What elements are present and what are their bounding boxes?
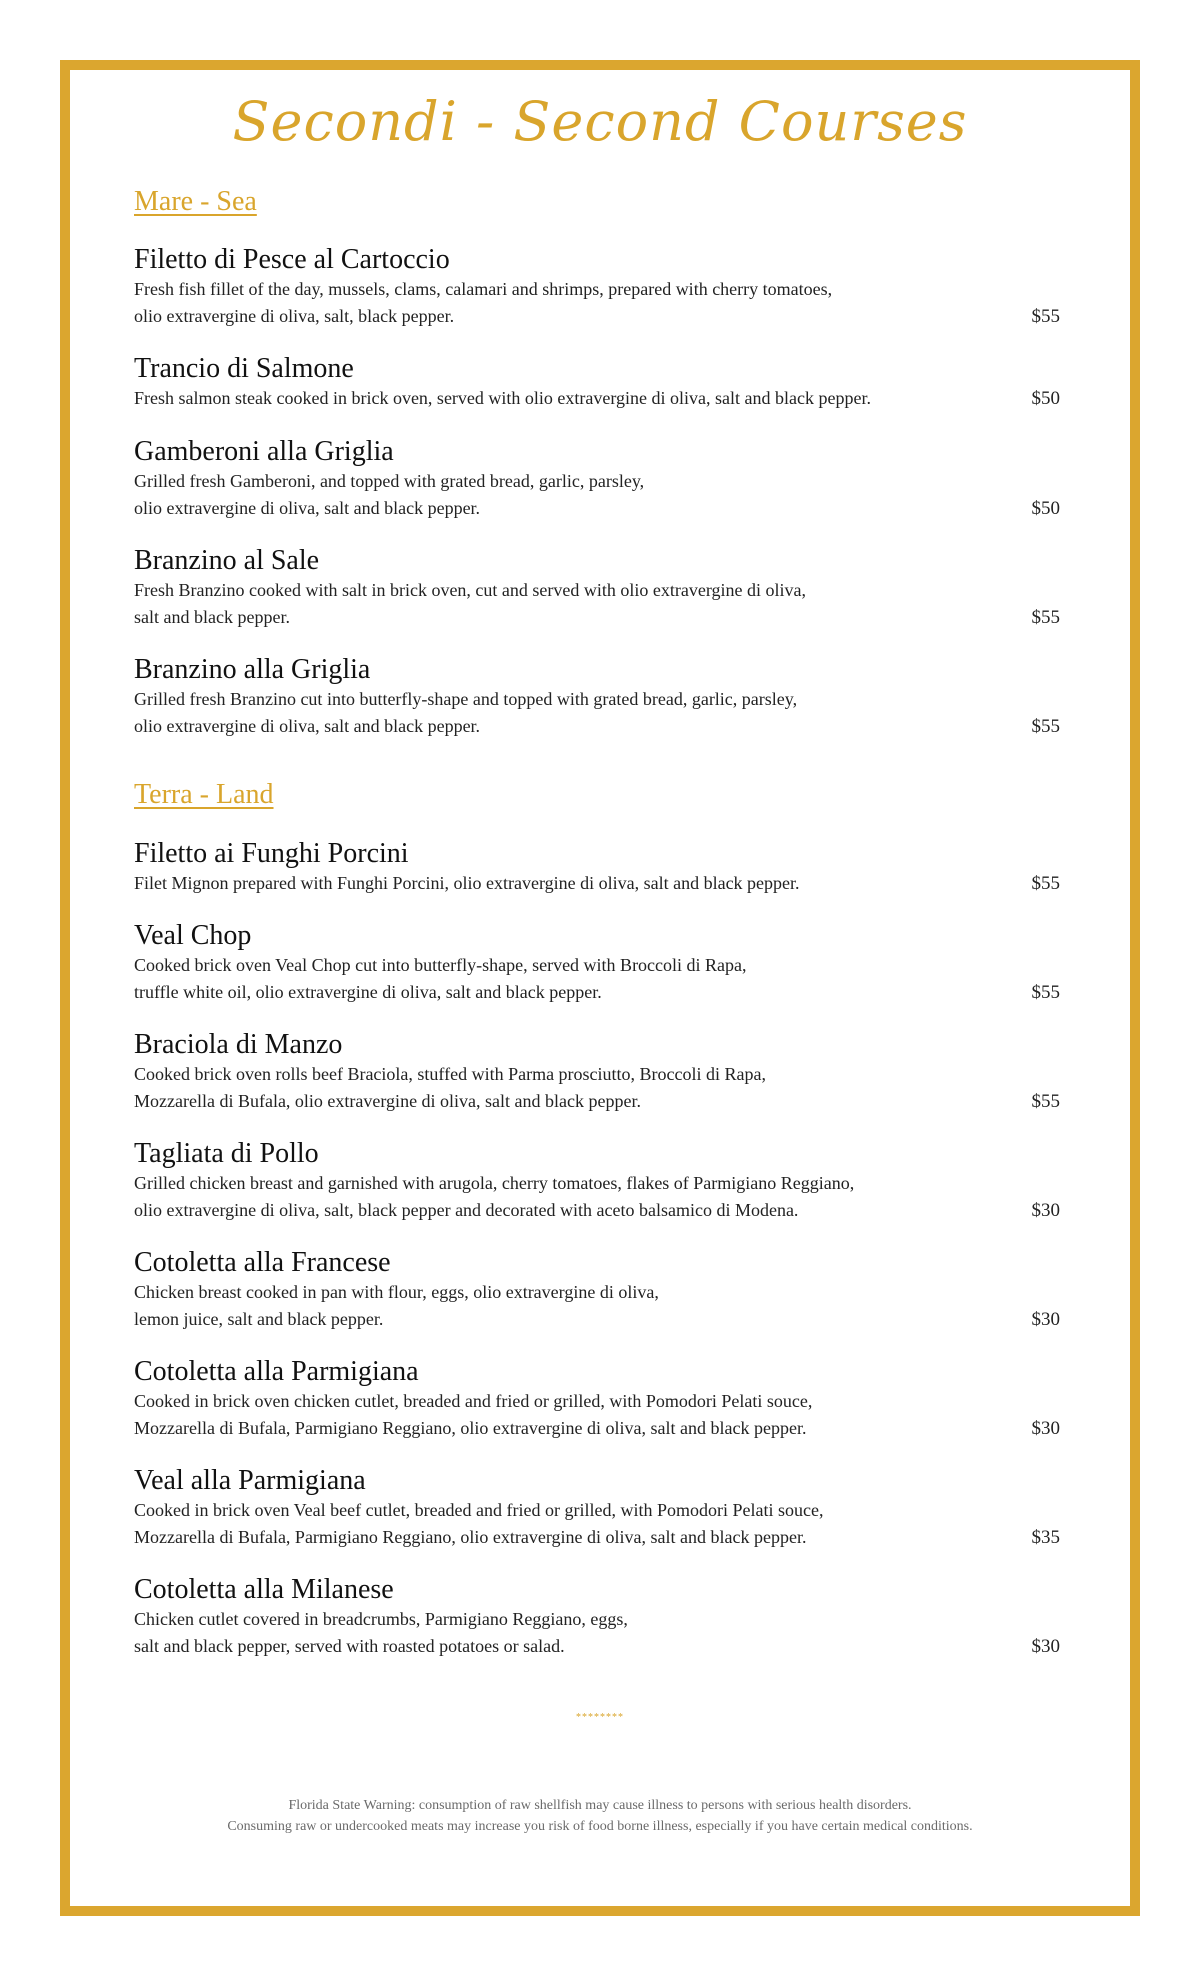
item-price: $30 bbox=[1031, 1636, 1060, 1657]
menu-item bbox=[134, 1356, 1060, 1442]
item-description bbox=[134, 1279, 1014, 1333]
menu-item bbox=[134, 1465, 1060, 1551]
description-line: Filet Mignon prepared with Funghi Porcini, olio extravergine di oliva, salt and black pepper. bbox=[134, 873, 800, 893]
item-description bbox=[134, 1497, 1014, 1551]
item-price: $50 bbox=[1031, 388, 1060, 409]
item-price: $30 bbox=[1031, 1200, 1060, 1221]
description-line: Grilled fresh Branzino cut into butterfly-shape and topped with grated bread, garlic, parsley, bbox=[134, 689, 798, 709]
description-line: Mozzarella di Bufala, olio extravergine di oliva, salt and black pepper. bbox=[134, 1091, 641, 1111]
item-description bbox=[134, 686, 1014, 740]
description-line: salt and black pepper, served with roasted potatoes or salad. bbox=[134, 1636, 565, 1656]
menu-title: Secondi - Second Courses bbox=[232, 90, 968, 153]
item-description bbox=[134, 385, 1014, 412]
item-price: $50 bbox=[1031, 498, 1060, 519]
menu-item bbox=[134, 654, 1060, 740]
menu-item bbox=[134, 838, 1060, 897]
item-name: Veal alla Parmigiana bbox=[134, 1465, 366, 1496]
item-name: Tagliata di Pollo bbox=[134, 1138, 319, 1169]
description-line: Cooked brick oven rolls beef Braciola, stuffed with Parma prosciutto, Broccoli di Rapa, bbox=[134, 1064, 767, 1084]
item-description bbox=[134, 952, 1014, 1006]
item-price: $55 bbox=[1031, 982, 1060, 1003]
description-line: Fresh salmon steak cooked in brick oven, served with olio extravergine di oliva, salt and black pepper. bbox=[134, 388, 871, 408]
description-line: Cooked in brick oven Veal beef cutlet, breaded and fried or grilled, with Pomodori Pelati souce, bbox=[134, 1500, 824, 1520]
menu-item bbox=[134, 1574, 1060, 1660]
description-line: Mozzarella di Bufala, Parmigiano Reggiano, olio extravergine di oliva, salt and black pepper. bbox=[134, 1527, 807, 1547]
menu-item bbox=[134, 545, 1060, 631]
item-description bbox=[134, 870, 1014, 897]
item-price: $55 bbox=[1031, 1091, 1060, 1112]
section-heading-sea: Mare - Sea bbox=[134, 186, 257, 217]
item-price: $30 bbox=[1031, 1418, 1060, 1439]
description-line: olio extravergine di oliva, salt, black pepper and decorated with aceto balsamico di Modena. bbox=[134, 1200, 799, 1220]
description-line: Grilled chicken breast and garnished with arugola, cherry tomatoes, flakes of Parmigiano Reggiano, bbox=[134, 1173, 855, 1193]
description-line: lemon juice, salt and black pepper. bbox=[134, 1309, 384, 1329]
description-line: Cooked brick oven Veal Chop cut into butterfly-shape, served with Broccoli di Rapa, bbox=[134, 955, 747, 975]
item-price: $55 bbox=[1031, 716, 1060, 737]
menu-item bbox=[134, 1029, 1060, 1115]
item-name: Cotoletta alla Milanese bbox=[134, 1574, 394, 1605]
description-line: Fresh Branzino cooked with salt in brick oven, cut and served with olio extravergine di oliva, bbox=[134, 580, 807, 600]
description-line: Fresh fish fillet of the day, mussels, clams, calamari and shrimps, prepared with cherry tomatoes, bbox=[134, 279, 833, 299]
description-line: Chicken cutlet covered in breadcrumbs, Parmigiano Reggiano, eggs, bbox=[134, 1609, 628, 1629]
description-line: salt and black pepper. bbox=[134, 607, 290, 627]
menu-item bbox=[134, 436, 1060, 522]
description-line: olio extravergine di oliva, salt and black pepper. bbox=[134, 498, 481, 518]
item-description bbox=[134, 577, 1014, 631]
item-description bbox=[134, 1388, 1014, 1442]
item-description bbox=[134, 1170, 1014, 1224]
item-description bbox=[134, 468, 1014, 522]
item-name: Filetto ai Funghi Porcini bbox=[134, 838, 409, 869]
item-description bbox=[134, 1061, 1014, 1115]
item-name: Filetto di Pesce al Cartoccio bbox=[134, 244, 450, 275]
menu-item bbox=[134, 244, 1060, 330]
description-line: Grilled fresh Gamberoni, and topped with grated bread, garlic, parsley, bbox=[134, 471, 645, 491]
description-line: olio extravergine di oliva, salt, black pepper. bbox=[134, 306, 455, 326]
description-line: Mozzarella di Bufala, Parmigiano Reggiano, olio extravergine di oliva, salt and black pepper. bbox=[134, 1418, 807, 1438]
item-name: Branzino alla Griglia bbox=[134, 654, 371, 685]
item-name: Veal Chop bbox=[134, 920, 252, 951]
item-name: Gamberoni alla Griglia bbox=[134, 436, 394, 467]
item-name: Cotoletta alla Parmigiana bbox=[134, 1356, 419, 1387]
menu-item bbox=[134, 1138, 1060, 1224]
item-price: $35 bbox=[1031, 1527, 1060, 1548]
item-price: $55 bbox=[1031, 873, 1060, 894]
menu-item bbox=[134, 1247, 1060, 1333]
item-price: $30 bbox=[1031, 1309, 1060, 1330]
description-line: Cooked in brick oven chicken cutlet, breaded and fried or grilled, with Pomodori Pelati souce, bbox=[134, 1391, 813, 1411]
item-name: Cotoletta alla Francese bbox=[134, 1247, 391, 1278]
description-line: olio extravergine di oliva, salt and black pepper. bbox=[134, 716, 481, 736]
item-price: $55 bbox=[1031, 306, 1060, 327]
item-name: Branzino al Sale bbox=[134, 545, 320, 576]
warning-line: Florida State Warning: consumption of raw shellfish may cause illness to persons with serious health disorders. bbox=[288, 1798, 912, 1813]
section-heading-land: Terra - Land bbox=[134, 779, 274, 810]
menu-item bbox=[134, 920, 1060, 1006]
item-name: Trancio di Salmone bbox=[134, 353, 354, 384]
warning-line: Consuming raw or undercooked meats may increase you risk of food borne illness, especially if you have certain medical conditions. bbox=[227, 1819, 973, 1834]
item-description bbox=[134, 276, 1014, 330]
description-line: Chicken breast cooked in pan with flour, eggs, olio extravergine di oliva, bbox=[134, 1282, 659, 1302]
description-line: truffle white oil, olio extravergine di oliva, salt and black pepper. bbox=[134, 982, 602, 1002]
item-name: Braciola di Manzo bbox=[134, 1029, 343, 1060]
item-price: $55 bbox=[1031, 607, 1060, 628]
item-description bbox=[134, 1606, 1014, 1660]
menu-item bbox=[134, 353, 1060, 412]
health-warning bbox=[0, 1795, 1200, 1837]
decorative-divider: ******** bbox=[576, 1712, 624, 1723]
